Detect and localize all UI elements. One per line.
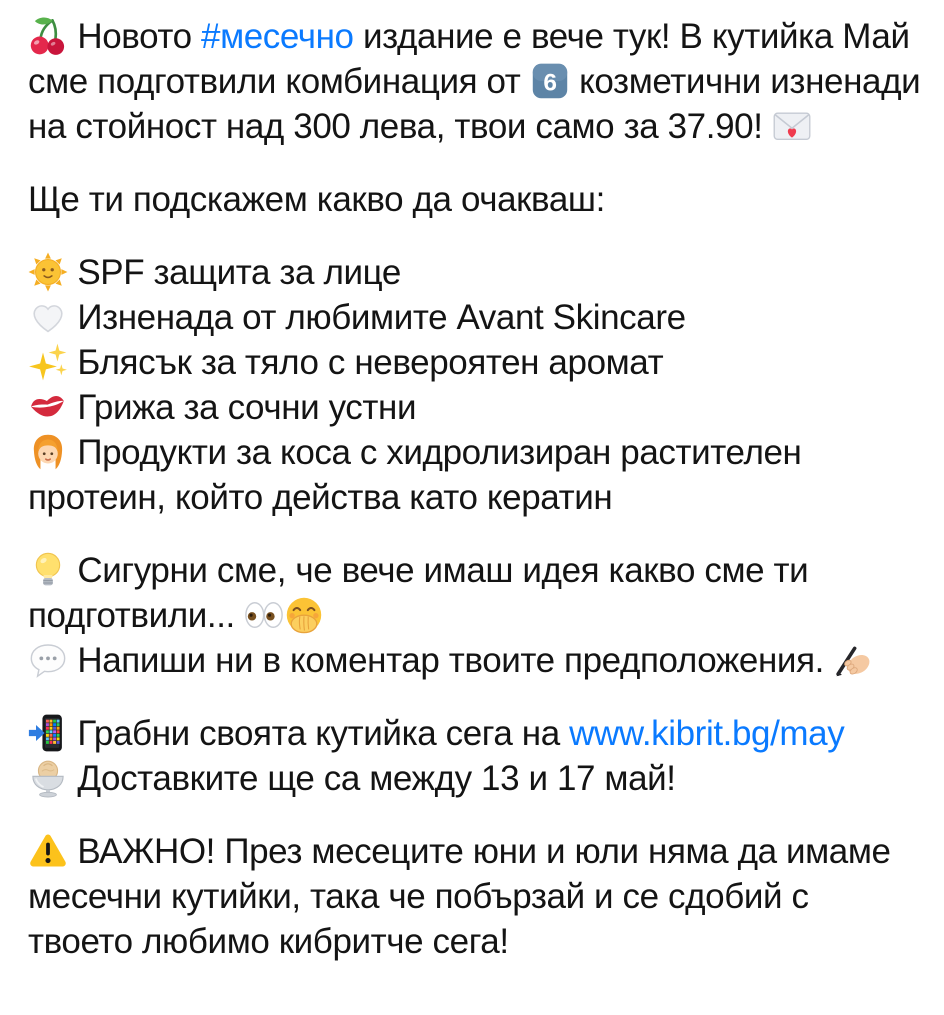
text-segment: Блясък за тяло с невероятен аромат xyxy=(68,343,664,382)
sparkles-icon xyxy=(28,342,68,382)
warning-icon xyxy=(28,831,68,871)
post-paragraph xyxy=(28,14,922,149)
text-segment: козметични изненади на стойност над 300 лева, твои само за 37.90! xyxy=(28,62,921,146)
phone-with-arrow-icon xyxy=(28,713,68,753)
text-segment: Доставките ще са между 13 и 17 май! xyxy=(68,759,676,798)
love-letter-icon xyxy=(772,106,812,146)
white-heart-icon xyxy=(28,297,68,337)
text-segment: Новото xyxy=(68,17,201,56)
text-segment: Сигурни сме, че вече имаш идея какво сме ти подготвили... xyxy=(28,551,809,635)
text-segment: издание е вече тук! В кутийка Май сме подготвили комбинация от xyxy=(28,17,910,101)
light-bulb-icon xyxy=(28,550,68,590)
speech-balloon-icon xyxy=(28,640,68,680)
hand-over-mouth-icon xyxy=(284,595,324,635)
eyes-icon xyxy=(244,595,284,635)
post-paragraph xyxy=(28,711,922,801)
post-paragraph xyxy=(28,829,922,964)
ice-cream-icon xyxy=(28,758,68,798)
cherries-icon xyxy=(28,16,68,56)
kiss-mark-icon xyxy=(28,387,68,427)
text-segment: Ще ти подскажем какво да очакваш: xyxy=(28,180,605,219)
woman-icon xyxy=(28,432,68,472)
hashtag-mesechno-link[interactable]: #месечно xyxy=(201,17,354,56)
keycap-six-icon xyxy=(530,61,570,101)
sun-with-face-icon xyxy=(28,252,68,292)
post-paragraph xyxy=(28,177,922,222)
text-segment: Напиши ни в коментар твоите предположения. xyxy=(68,641,834,680)
text-segment: ВАЖНО! През месеците юни и юли няма да имаме месечни кутийки, така че побързай и се сдобий с твоето любимо кибритче сега! xyxy=(28,832,891,961)
text-segment: SPF защита за лице xyxy=(68,253,401,292)
post-paragraph xyxy=(28,250,922,520)
text-segment: Грижа за сочни устни xyxy=(68,388,417,427)
text-segment: Изненада от любимите Avant Skincare xyxy=(68,298,686,337)
text-segment: Продукти за коса с хидролизиран растителен протеин, който действа като кератин xyxy=(28,433,802,517)
writing-hand-icon xyxy=(833,640,873,680)
text-segment: Грабни своята кутийка сега на xyxy=(68,714,570,753)
kibrit-url-link[interactable]: www.kibrit.bg/may xyxy=(569,714,845,753)
post-paragraph xyxy=(28,548,922,683)
